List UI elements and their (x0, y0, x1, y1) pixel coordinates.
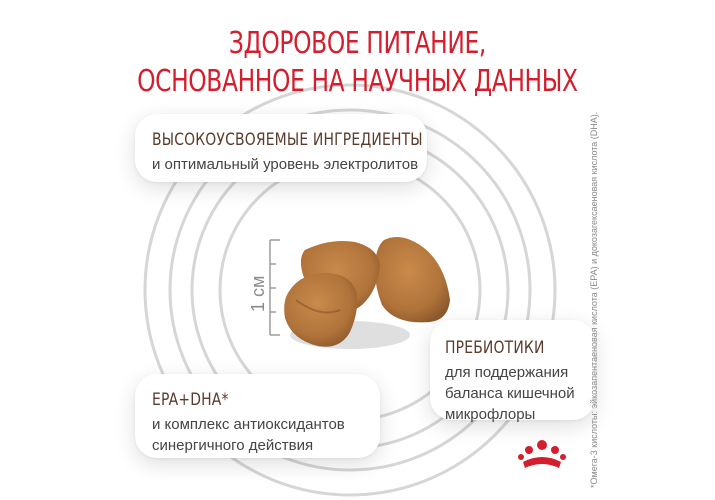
prebiotics-card-title: ПРЕБИОТИКИ (445, 338, 545, 358)
headline-line-2: ОСНОВАННОЕ НА НАУЧНЫХ ДАННЫХ (137, 64, 578, 99)
epa-dha-card-title: EPA+DHA* (152, 390, 229, 410)
epa-dha-line-1: и комплекс антиоксидантов (152, 416, 345, 433)
ingredients-card (135, 114, 427, 182)
royal-crown-logo-icon (517, 438, 567, 474)
footnote: *Омега-3 кислоты: эйкозапентаеновая кислота (EPA) и докозагексаеновая кислота (DHA). (589, 111, 599, 488)
epa-dha-card-text (152, 414, 380, 456)
scale-label: 1 см (248, 275, 268, 312)
ingredients-card-title: ВЫСОКОУСВОЯЕМЫЕ ИНГРЕДИЕНТЫ (152, 130, 423, 150)
prebiotics-line-3: микрофлоры (445, 406, 536, 423)
prebiotics-card (430, 320, 595, 423)
prebiotics-line-2: баланса кишечной (445, 385, 575, 402)
ruler (270, 240, 280, 335)
prebiotics-card-text (445, 362, 595, 425)
epa-dha-card (135, 374, 380, 458)
ingredients-card-text: и оптимальный уровень электролитов (152, 156, 419, 173)
headline (79, 25, 637, 101)
prebiotics-line-1: для поддержания (445, 364, 569, 381)
headline-line-1: ЗДОРОВОЕ ПИТАНИЕ, (228, 26, 486, 61)
epa-dha-line-2: синергичного действия (152, 437, 314, 454)
